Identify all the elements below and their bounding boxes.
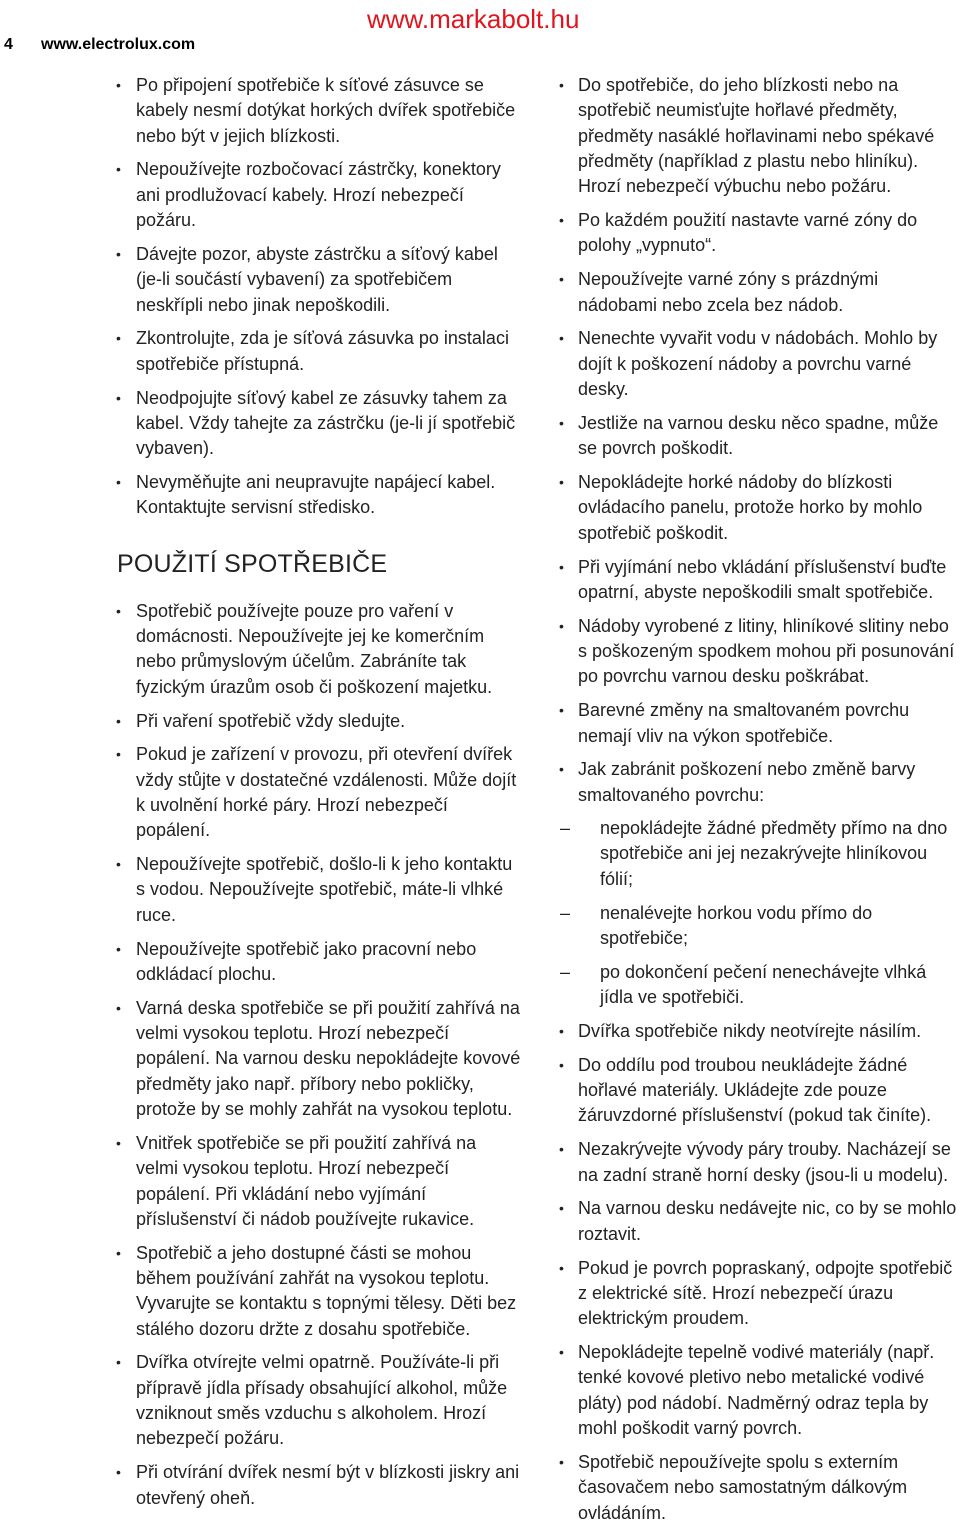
- section-title: POUŽITÍ SPOTŘEBIČE: [117, 549, 388, 578]
- list-item: • Nepoužívejte spotřebič, došlo-li k jeho kontaktu s vodou. Nepoužívejte spotřebič, máte-li vlhké ruce.: [117, 852, 522, 928]
- list-item: • Při vyjímání nebo vkládání příslušenství buďte opatrní, abyste nepoškodili smalt spotřebiče.: [560, 555, 960, 606]
- sublist-item: – po dokončení pečení nenechávejte vlhká jídla ve spotřebiči.: [560, 960, 960, 1011]
- list-item: • Dvířka spotřebiče nikdy neotvírejte násilím.: [560, 1019, 960, 1044]
- list-item: • Nepokládejte horké nádoby do blízkosti ovládacího panelu, protože horko by mohlo spotřebič poškodit.: [560, 470, 960, 546]
- sublist-item: – nenalévejte horkou vodu přímo do spotřebiče;: [560, 901, 960, 952]
- list-item: [560, 757, 960, 1010]
- list-item: • Nevyměňujte ani neupravujte napájecí kabel. Kontaktujte servisní středisko.: [117, 470, 522, 521]
- list-item: • Do oddílu pod troubou neukládejte žádné hořlavé materiály. Ukládejte zde pouze žáruvzdorné příslušenství (pokud tak činíte).: [560, 1053, 960, 1129]
- list-item: • Dávejte pozor, abyste zástrčku a síťový kabel (je-li součástí vybavení) za spotřebičem neskřípli nebo jinak nepoškodili.: [117, 242, 522, 318]
- list-item: • Pokud je zařízení v provozu, při otevření dvířek vždy stůjte v dostatečné vzdálenosti. Může dojít k uvolnění horké páry. Hrozí nebezpečí popálení.: [117, 742, 522, 843]
- list-item-text: Jak zabránit poškození nebo změně barvy smaltovaného povrchu:: [578, 759, 916, 805]
- page-number: 4: [4, 36, 13, 53]
- left-column: [117, 73, 522, 1519]
- list-item: • Spotřebič nepoužívejte spolu s externím časovačem nebo samostatným dálkovým ovládáním.: [560, 1450, 960, 1526]
- list-item: • Jestliže na varnou desku něco spadne, může se povrch poškodit.: [560, 411, 960, 462]
- usage-list: [117, 599, 522, 1511]
- safety-list: [117, 73, 522, 521]
- list-item: • Pokud je povrch popraskaný, odpojte spotřebič z elektrické sítě. Hrozí nebezpečí úrazu elektrickým proudem.: [560, 1256, 960, 1332]
- list-item: • Nepokládejte tepelně vodivé materiály (např. tenké kovové pletivo nebo metalické vodivé pláty) pod nádobí. Nadměrný odraz tepla by mohl poškodit varný povrch.: [560, 1340, 960, 1441]
- watermark: www.markabolt.hu: [367, 4, 580, 34]
- list-item: • Po každém použití nastavte varné zóny do polohy „vypnuto“.: [560, 208, 960, 259]
- list-item: • Spotřebič používejte pouze pro vaření v domácnosti. Nepoužívejte jej ke komerčním nebo průmyslovým účelům. Zabráníte tak fyzickým úrazům osob či poškození majetku.: [117, 599, 522, 700]
- list-item: • Vnitřek spotřebiče se při použití zahřívá na velmi vysokou teplotu. Hrozí nebezpečí popálení. Při vkládání nebo vyjímání příslušenství či nádob používejte rukavice.: [117, 1131, 522, 1232]
- sublist-item: – nepokládejte žádné předměty přímo na dno spotřebiče ani jej nezakrývejte hliníkovou fólií;: [560, 816, 960, 892]
- list-item: • Nádoby vyrobené z litiny, hliníkové slitiny nebo s poškozeným spodkem mohou při posunování po povrchu varnou desku poškrábat.: [560, 614, 960, 690]
- enamel-list: [560, 757, 960, 1010]
- list-item: • Při vaření spotřebič vždy sledujte.: [117, 709, 522, 734]
- list-item: • Nenechte vyvařit vodu v nádobách. Mohlo by dojít k poškození nádoby a povrchu varné desky.: [560, 326, 960, 402]
- list-item: • Na varnou desku nedávejte nic, co by se mohlo roztavit.: [560, 1196, 960, 1247]
- usage-list-continued: [560, 73, 960, 749]
- list-item: • Nepoužívejte varné zóny s prázdnými nádobami nebo zcela bez nádob.: [560, 267, 960, 318]
- list-item: • Nezakrývejte vývody páry trouby. Nacházejí se na zadní straně horní desky (jsou-li u modelu).: [560, 1137, 960, 1188]
- list-item: • Při otvírání dvířek nesmí být v blízkosti jiskry ani otevřený oheň.: [117, 1460, 522, 1511]
- list-item: • Spotřebič a jeho dostupné části se mohou během používání zahřát na vysokou teplotu. Vyvarujte se kontaktu s topnými tělesy. Děti bez stálého dozoru držte z dosahu spotřebiče.: [117, 1241, 522, 1342]
- list-item: • Nepoužívejte spotřebič jako pracovní nebo odkládací plochu.: [117, 937, 522, 988]
- list-item: • Dvířka otvírejte velmi opatrně. Používáte-li při přípravě jídla přísady obsahující alkohol, může vzniknout směs vzduchu s alkoholem. Hrozí nebezpečí požáru.: [117, 1350, 522, 1451]
- usage-list-end: [560, 1019, 960, 1526]
- list-item: • Nepoužívejte rozbočovací zástrčky, konektory ani prodlužovací kabely. Hrozí nebezpečí požáru.: [117, 157, 522, 233]
- list-item: • Zkontrolujte, zda je síťová zásuvka po instalaci spotřebiče přístupná.: [117, 326, 522, 377]
- enamel-sublist: [560, 816, 960, 1010]
- list-item: • Barevné změny na smaltovaném povrchu nemají vliv na výkon spotřebiče.: [560, 698, 960, 749]
- list-item: • Do spotřebiče, do jeho blízkosti nebo na spotřebič neumisťujte hořlavé předměty, předměty nasáklé hořlavinami nebo spékavé předměty (například z plastu nebo hliníku). Hrozí nebezpečí výbuchu nebo požáru.: [560, 73, 960, 199]
- list-item: • Po připojení spotřebiče k síťové zásuvce se kabely nesmí dotýkat horkých dvířek spotřebiče nebo být v jejich blízkosti.: [117, 73, 522, 149]
- list-item: • Neodpojujte síťový kabel ze zásuvky tahem za kabel. Vždy tahejte za zástrčku (je-li jí spotřebič vybaven).: [117, 386, 522, 462]
- list-item: • Varná deska spotřebiče se při použití zahřívá na velmi vysokou teplotu. Hrozí nebezpečí popálení. Na varnou desku nepokládejte kovové předměty jako např. příbory nebo pokličky, protože by se mohly zahřát na vysokou teplotu.: [117, 996, 522, 1122]
- site-url: www.electrolux.com: [41, 36, 196, 53]
- right-column: [560, 73, 960, 1534]
